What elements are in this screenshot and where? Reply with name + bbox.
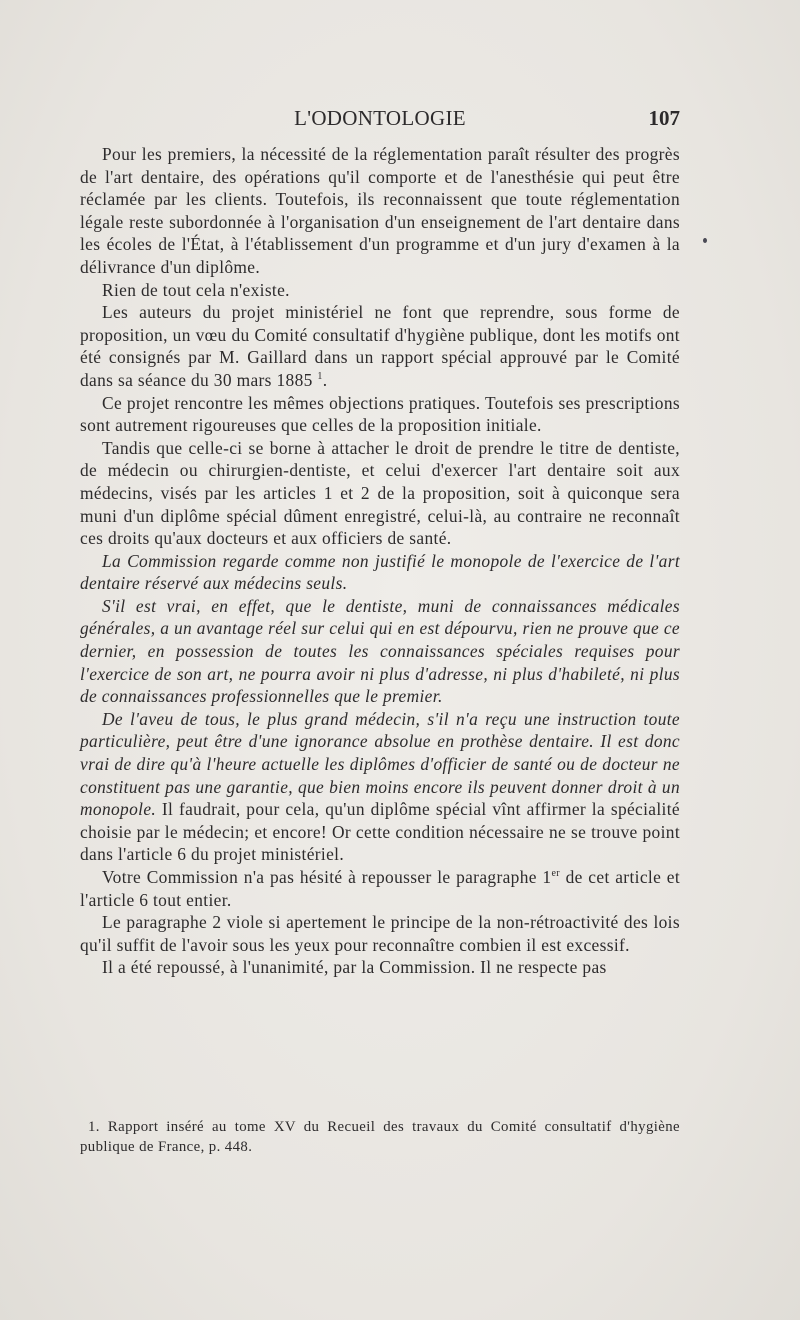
paragraph: Ce projet rencontre les mêmes objections pratiques. Toutefois ses prescriptions sont autrement rigoureuses que celles de la proposition initiale.: [80, 392, 680, 436]
journal-title: L'ODONTOLOGIE: [294, 106, 466, 130]
paragraph: Le paragraphe 2 viole si apertement le principe de la non-rétroactivité des lois qu'il suffit de l'avoir sous les yeux pour reconnaître combien il est excessif.: [80, 912, 680, 955]
paragraph: Rien de tout cela n'existe.: [102, 279, 290, 300]
paragraph-text: Il faudrait, pour cela, qu'un diplôme spécial vînt affirmer la spécialité choisie par le médecin; et encore! Or cette condition nécessaire ne se trouve point dans l'article 6 du projet ministériel.: [80, 799, 680, 865]
ink-speck: [703, 238, 707, 243]
paragraph-italic: S'il est vrai, en effet, que le dentiste, muni de connaissances médicales générales, a un avantage réel sur celui qui en est dépourvu, rien ne prouve que ce dernier, en possession de toutes les connaissances spéciales requises pour l'exercice de son art, ne pourra avoir ni plus d'adresse, ni plus d'habileté, ni plus de connaissances professionnelles que le premier.: [80, 595, 680, 707]
paragraph: Il a été repoussé, à l'unanimité, par la Commission. Il ne respecte pas: [102, 957, 607, 978]
paragraph: Tandis que celle-ci se borne à attacher le droit de prendre le titre de dentiste, de médecin ou chirurgien-dentiste, et celui d'exercer l'art dentaire soit aux médecins, visés par les articles 1 et 2 de la proposition, soit à quiconque sera muni d'un diplôme spécial dûment enregistré, celui-là, au contraire ne reconnaît ces droits qu'aux docteurs et aux officiers de santé.: [80, 437, 680, 549]
paragraph: Les auteurs du projet ministériel ne font que reprendre, sous forme de proposition, un vœu du Comité consultatif d'hygiène publique, dont les motifs ont été consignés par M. Gaillard dans un rapport spécial approuvé par le Comité dans sa séance du 30 mars 1885 $^1$.: [80, 302, 680, 390]
body-text: [80, 143, 680, 979]
running-header: [80, 106, 680, 138]
ordinal-suffix: er: [551, 868, 560, 880]
paragraph: Pour les premiers, la nécessité de la réglementation paraît résulter des progrès de l'art dentaire, des opérations qu'il comporte et de l'anesthésie qui peut être réclamée par les clients. Toutefois, ils reconnaissent que toute réglementation légale reste subordonnée à l'organisation d'un enseignement de l'art dentaire dans les écoles de l'État, à l'établissement d'un programme et d'un jury d'examen à la délivrance d'un diplôme.: [80, 144, 680, 277]
paragraph: [80, 866, 680, 911]
paragraph-italic: La Commission regarde comme non justifié le monopole de l'exercice de l'art dentaire réservé aux médecins seuls.: [80, 550, 680, 594]
paragraph-text: de cet article et l'article 6 tout entier.: [80, 867, 681, 910]
paragraph-text: Votre Commission n'a pas hésité à repousser le paragraphe 1: [102, 867, 552, 887]
paragraph: [80, 708, 680, 866]
paragraph-italic-text: De l'aveu de tous, le plus grand médecin, s'il n'a reçu une instruction toute particulière, peut être d'une ignorance absolue en prothèse dentaire. Il est donc vrai de dire qu'à l'heure actuelle les diplômes d'officier de santé ou de docteur ne constituent pas une garantie, que bien moins encore ils peuvent donner droit à un monopole.: [80, 708, 680, 820]
footnote-reference: 1: [317, 371, 323, 383]
page-number: 107: [648, 106, 680, 130]
footnote-text: 1. Rapport inséré au tome XV du Recueil des travaux du Comité consultatif d'hygiène publique de France, p. 448.: [80, 1119, 680, 1155]
paragraph-text: Les auteurs du projet ministériel ne font que reprendre, sous forme de proposition, un vœu du Comité consultatif d'hygiène publique, dont les motifs ont été consignés par M. Gaillard dans un rapport spécial approuvé par le Comité dans sa séance du 30 mars 1885: [80, 302, 680, 390]
footnote: [80, 1118, 680, 1157]
